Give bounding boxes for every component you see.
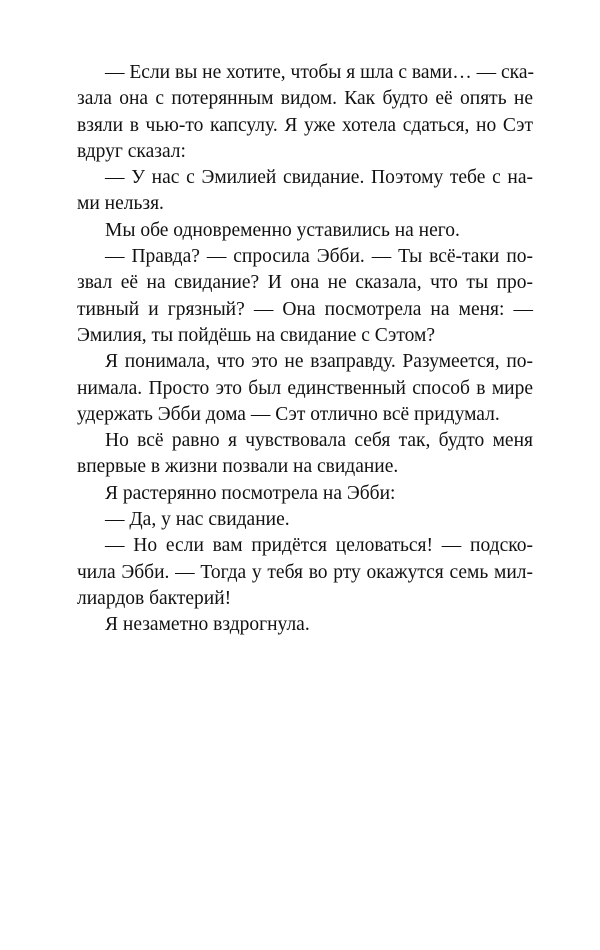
text-line: Эмилия, ты пойдёшь на свидание с Сэтом? <box>77 324 436 346</box>
text-line: чила Эбби. — Тогда у тебя во рту окажутся семь мил- <box>77 561 533 583</box>
text-line: нимала. Просто это был единственный способ в мире <box>77 377 533 399</box>
text-line: удержать Эбби дома — Сэт отлично всё придумал. <box>77 403 500 425</box>
text-line: Но всё равно я чувствовала себя так, будто меня <box>105 430 533 452</box>
text-line: — Правда? — спросила Эбби. — Ты всё-таки по- <box>105 246 533 268</box>
text-line: — Если вы не хотите, чтобы я шла с вами… — ска- <box>105 62 534 83</box>
text-line: вдруг сказал: <box>77 140 186 162</box>
text-line: зала она с потерянным видом. Как будто её опять не <box>77 88 533 110</box>
text-line: Я незаметно вздрогнула. <box>105 614 310 636</box>
text-line: — Но если вам придётся целоваться! — подско- <box>105 535 533 557</box>
text-line: Я понимала, что это не взаправду. Разумеется, по- <box>105 351 533 373</box>
text-line: Я растерянно посмотрела на Эбби: <box>105 482 396 504</box>
text-line: — У нас с Эмилией свидание. Поэтому тебе с на- <box>105 167 533 189</box>
text-line: ми нельзя. <box>77 193 164 215</box>
page-text <box>77 60 533 639</box>
text-line: впервые в жизни позвали на свидание. <box>77 456 399 478</box>
text-line: Мы обе одновременно уставились на него. <box>105 219 460 241</box>
text-line: лиардов бактерий! <box>77 587 232 609</box>
text-line: — Да, у нас свидание. <box>105 509 290 531</box>
text-line: тивный и грязный? — Она посмотрела на меня: — <box>77 298 533 320</box>
text-line: взяли в чью-то капсулу. Я уже хотела сдаться, но Сэт <box>77 114 533 136</box>
text-line: звал её на свидание? И она не сказала, что ты про- <box>77 272 533 294</box>
